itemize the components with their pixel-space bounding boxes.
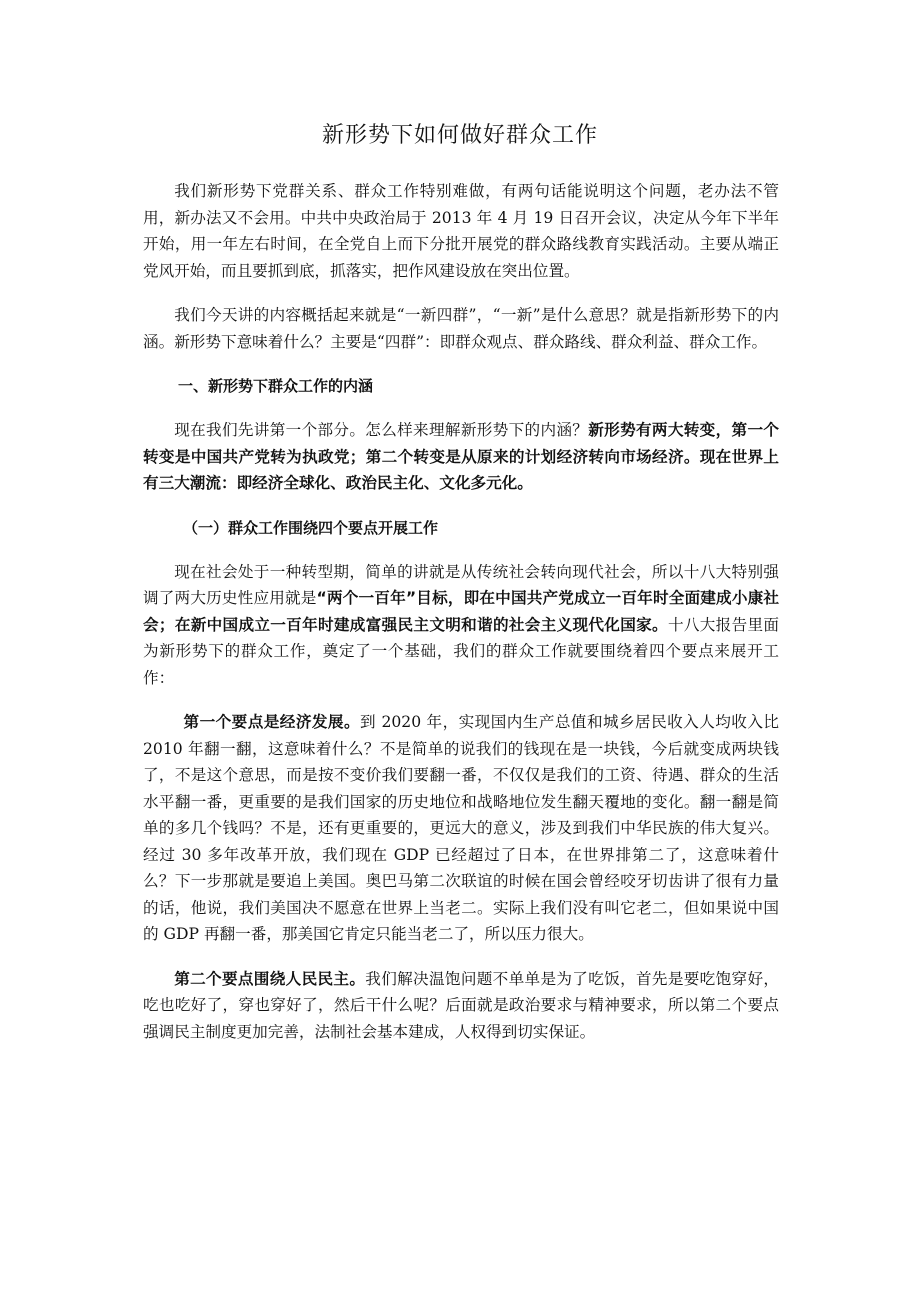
section-heading-1: 一、新形势下群众工作的内涵 bbox=[178, 377, 374, 395]
paragraph-bold-text: 新形势有两大转变，第一个转变是中国共产党转为执政党；第二个转变是从原来的计划经济转向市场经济。现在世界上有三大潮流：即经济全球化、政治民主化、文化多元化。 bbox=[143, 421, 779, 492]
paragraph-text: 我们解决温饱问题不单单是为了吃饭，首先是要吃饱穿好，吃也吃好了，穿也穿好了，然后干什么呢？后面就是政治要求与精神要求，所以第二个要点强调民主制度更加完善，法制社会基本建成，人权得到切实保证。 bbox=[143, 969, 779, 1041]
paragraph-overview: 我们今天讲的内容概括起来就是“一新四群”，“一新”是什么意思？就是指新形势下的内涵。新形势下意味着什么？主要是“四群”：即群众观点、群众路线、群众利益、群众工作。 bbox=[143, 306, 779, 351]
paragraph-point-2 bbox=[143, 966, 779, 1046]
paragraph-point-1 bbox=[143, 709, 779, 948]
paragraph-text: 到 2020 年，实现国内生产总值和城乡居民收入人均收入比 2010 年翻一翻，这意味着什么？不是简单的说我们的钱现在是一块钱，今后就变成两块钱了，不是这个意思，而是按不变价我们要翻一番，不仅仅是我们的工资、待遇、群众的生活水平翻一番，更重要的是我们国家的历史地位和战略地位发生翻天覆地的变化。翻一翻是简单的多几个钱吗？不是，还有更重要的，更远大的意义，涉及到我们中华民族的伟大复兴。经过 30 多年改革开放，我们现在 GDP 已经超过了日本，在世界排第二了，这意味着什么？下一步那就是要追上美国。奥巴马第二次联谊的时候在国会曾经咬牙切齿讲了很有力量的话，他说，我们美国决不愿意在世界上当老二。实际上我们没有叫它老二，但如果说中国的 GDP 再翻一番，那美国它肯定只能当老二了，所以压力很大。 bbox=[143, 713, 779, 943]
document-title: 新形势下如何做好群众工作 bbox=[321, 123, 598, 148]
point-heading: 第二个要点围绕人民民主。 bbox=[174, 969, 366, 988]
paragraph-text: 十八大报告里面为新形势下的群众工作，奠定了一个基础，我们的群众工作就要围绕着四个要点来展开工作： bbox=[143, 615, 779, 687]
paragraph-bold-text: “两个一百年”目标，即在中国共产党成立一百年时全面建成小康社会；在新中国成立一百年时建成富强民主文明和谐的社会主义现代化国家。 bbox=[143, 589, 779, 634]
paragraph-text: 现在我们先讲第一个部分。怎么样来理解新形势下的内涵？ bbox=[174, 421, 589, 439]
paragraph-transition bbox=[143, 559, 779, 692]
document-body bbox=[143, 178, 779, 1063]
point-heading: 第一个要点是经济发展。 bbox=[183, 713, 360, 731]
paragraph-intro: 我们新形势下党群关系、群众工作特别难做，有两句话能说明这个问题，老办法不管用，新办法又不会用。中共中央政治局于 2013 年 4 月 19 日召开会议，决定从今年下半年开始，用一年左右时间，在全党自上而下分批开展党的群众路线教育实践活动。主要从端正党风开始，而且要抓到底，抓落实，把作风建设放在突出位置。 bbox=[143, 182, 779, 280]
subsection-heading-1: （一）群众工作围绕四个要点开展工作 bbox=[183, 518, 439, 537]
paragraph-section-1 bbox=[143, 417, 779, 497]
paragraph-text: 现在社会处于一种转型期，简单的讲就是从传统社会转向现代社会，所以十八大特别强调了两大历史性应用就是 bbox=[143, 562, 779, 607]
